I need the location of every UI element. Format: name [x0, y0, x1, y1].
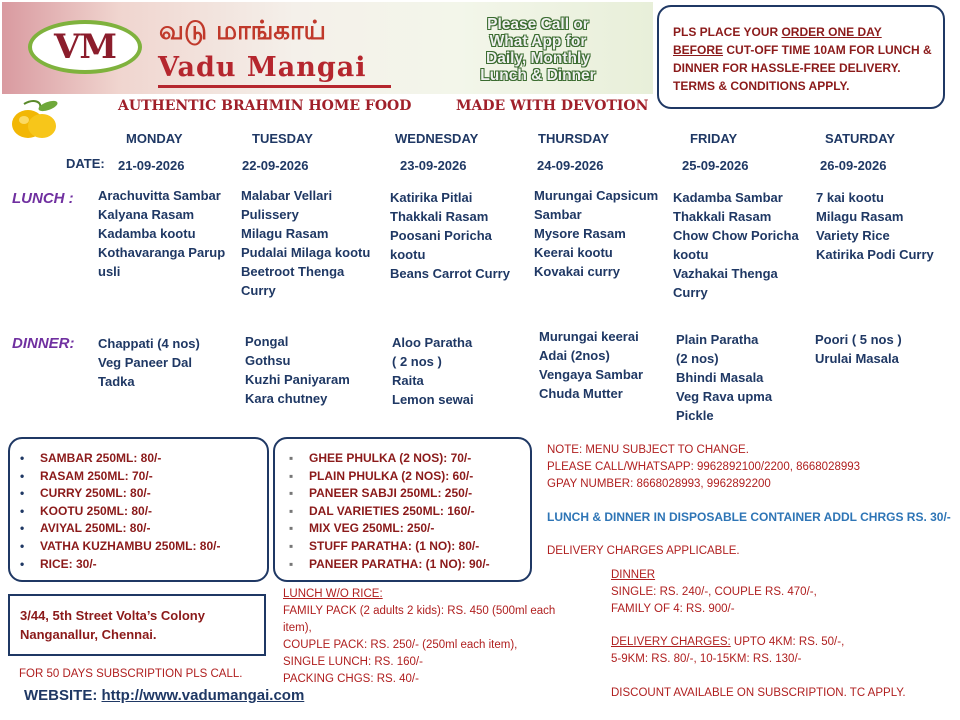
- price-text: VATHA KUZHAMBU 250ML: 80/-: [40, 538, 221, 553]
- menu-item: Kadamba kootu: [98, 226, 196, 241]
- bullet-icon: •: [20, 468, 25, 483]
- date-monday: 21-09-2026: [118, 158, 185, 173]
- dinner-tuesday: [245, 332, 385, 408]
- pricing-line: SINGLE LUNCH: RS. 160/-: [283, 656, 423, 668]
- tamil-brand-name: வடு மாங்காய்: [159, 16, 326, 46]
- delivery-line: 5-9KM: RS. 80/-, 10-15KM: RS. 130/-: [611, 653, 802, 665]
- website-link[interactable]: http://www.vadumangai.com: [101, 687, 305, 704]
- bullet-icon: •: [20, 538, 25, 553]
- menu-item: Kadamba Sambar: [673, 190, 783, 205]
- notice-prefix: PLS PLACE YOUR: [673, 25, 782, 39]
- notes: [547, 442, 860, 493]
- menu-item: Malabar Vellari: [241, 188, 333, 203]
- menu-item: Poori ( 5 nos ): [815, 332, 902, 347]
- notice-highlight: ORDER ONE DAY BEFORE: [673, 25, 882, 57]
- header-banner: [2, 2, 653, 94]
- container-note: LUNCH & DINNER IN DISPOSABLE CONTAINER ADDL CHRGS RS. 30/-: [547, 510, 951, 524]
- logo-text: VM: [53, 27, 116, 67]
- price-item: [20, 450, 259, 468]
- pricing-line: SINGLE: RS. 240/-, COUPLE RS. 470/-,: [611, 586, 817, 598]
- menu-item: Chow Chow Poricha: [673, 228, 799, 243]
- menu-item: Variety Rice: [816, 228, 890, 243]
- menu-item: Sambar: [534, 207, 582, 222]
- price-item: [289, 538, 522, 556]
- call-message: [458, 16, 618, 84]
- menu-item: Lemon sewai: [392, 392, 474, 407]
- dinner-pricing-title: DINNER: [611, 569, 656, 581]
- pricing-line: FAMILY OF 4: RS. 900/-: [611, 603, 735, 615]
- menu-item: Pongal: [245, 334, 289, 349]
- day-header-tuesday: TUESDAY: [252, 131, 313, 146]
- menu-item: Raita: [392, 373, 424, 388]
- lunch-wednesday: [390, 188, 530, 283]
- brand-underline: [158, 85, 391, 88]
- dinner-pricing: [611, 567, 817, 618]
- menu-item: Milagu Rasam: [816, 209, 904, 224]
- address-line: Nanganallur, Chennai.: [20, 627, 157, 642]
- website: [24, 687, 304, 704]
- menu-item: kootu: [390, 247, 426, 262]
- menu-item: ( 2 nos ): [392, 354, 442, 369]
- menu-item: Milagu Rasam: [241, 226, 329, 241]
- date-tuesday: 22-09-2026: [242, 158, 309, 173]
- menu-item: Beans Carrot Curry: [390, 266, 510, 281]
- menu-item: usli: [98, 264, 121, 279]
- lunch-pricing: [283, 586, 555, 688]
- price-text: STUFF PARATHA: (1 NO): 80/-: [309, 538, 480, 553]
- dinner-wednesday: [392, 333, 532, 409]
- menu-item: Chuda Mutter: [539, 386, 623, 401]
- website-label: WEBSITE:: [24, 687, 102, 704]
- price-text: PANEER PARATHA: (1 NO): 90/-: [309, 556, 490, 571]
- menu-item: Beetroot Thenga: [241, 264, 345, 279]
- price-item: [20, 485, 259, 503]
- menu-item: Kothavaranga Parup: [98, 245, 226, 260]
- day-header-thursday: THURSDAY: [538, 131, 610, 146]
- menu-item: Aloo Paratha: [392, 335, 473, 350]
- price-text: AVIYAL 250ML: 80/-: [40, 521, 151, 536]
- price-text: RICE: 30/-: [40, 556, 97, 571]
- lunch-friday: [673, 188, 813, 302]
- menu-item: Kovakai curry: [534, 264, 620, 279]
- side-dish-price-box: [8, 437, 269, 582]
- lunch-pricing-title: LUNCH W/O RICE:: [283, 588, 383, 600]
- price-text: KOOTU 250ML: 80/-: [40, 503, 153, 518]
- date-thursday: 24-09-2026: [537, 158, 604, 173]
- pricing-line: COUPLE PACK: RS. 250/- (250ml each item),: [283, 639, 518, 651]
- price-item: [20, 538, 259, 556]
- note-line: NOTE: MENU SUBJECT TO CHANGE.: [547, 444, 749, 456]
- price-text: CURRY 250ML: 80/-: [40, 486, 151, 501]
- price-item: [289, 520, 522, 538]
- square-bullet-icon: ▪: [289, 451, 294, 465]
- menu-item: Veg Rava upma: [676, 389, 773, 404]
- dinner-friday: [676, 330, 811, 425]
- mango-icon: [4, 96, 64, 142]
- price-text: PLAIN PHULKA (2 NOS): 60/-: [309, 468, 474, 483]
- menu-item: Thakkali Rasam: [390, 209, 489, 224]
- lunch-label: LUNCH :: [12, 190, 74, 207]
- day-header-monday: MONDAY: [126, 131, 183, 146]
- menu-item: Murungai Capsicum: [534, 188, 659, 203]
- square-bullet-icon: ▪: [289, 538, 294, 553]
- square-bullet-icon: ▪: [289, 486, 294, 501]
- notice-text: CUT-OFF TIME 10AM FOR LUNCH & DINNER FOR HASSLE-FREE DELIVERY. TERMS & CONDITIONS APPLY.: [673, 43, 932, 93]
- lunch-thursday: [534, 186, 669, 281]
- bullet-icon: •: [20, 556, 25, 571]
- square-bullet-icon: ▪: [289, 468, 294, 483]
- day-header-saturday: SATURDAY: [825, 131, 896, 146]
- menu-item: Thakkali Rasam: [673, 209, 772, 224]
- call-line: Daily, Monthly: [486, 50, 590, 67]
- square-bullet-icon: ▪: [289, 503, 294, 518]
- dinner-saturday: [815, 330, 955, 368]
- price-item: [289, 556, 522, 574]
- price-text: SAMBAR 250ML: 80/-: [40, 451, 162, 465]
- menu-item: 7 kai kootu: [816, 190, 884, 205]
- bread-price-list: [289, 450, 522, 573]
- menu-item: Plain Paratha: [676, 332, 759, 347]
- price-text: DAL VARIETIES 250ML: 160/-: [309, 503, 475, 518]
- menu-item: Katirika Pitlai: [390, 190, 473, 205]
- price-text: GHEE PHULKA (2 NOS): 70/-: [309, 451, 472, 465]
- logo: [28, 20, 142, 74]
- delivery-line: [611, 634, 844, 651]
- call-line: What App for: [489, 33, 587, 50]
- order-notice: [657, 5, 945, 109]
- call-line: Please Call or: [487, 16, 589, 33]
- date-wednesday: 23-09-2026: [400, 158, 467, 173]
- menu-item: Urulai Masala: [815, 351, 899, 366]
- menu-item: Gothsu: [245, 353, 291, 368]
- menu-item: (2 nos): [676, 351, 719, 366]
- menu-item: Tadka: [98, 374, 135, 389]
- square-bullet-icon: ▪: [289, 521, 294, 536]
- bread-price-box: [273, 437, 532, 582]
- date-label: DATE:: [66, 156, 105, 171]
- delivery-charges: [611, 634, 844, 668]
- address-box: [8, 594, 266, 656]
- price-text: MIX VEG 250ML: 250/-: [309, 521, 435, 536]
- date-saturday: 26-09-2026: [820, 158, 887, 173]
- menu-item: Veg Paneer Dal: [98, 355, 192, 370]
- dinner-label: DINNER:: [12, 335, 75, 352]
- dinner-thursday: [539, 327, 674, 403]
- day-header-wednesday: WEDNESDAY: [395, 131, 479, 146]
- tagline-right: MADE WITH DEVOTION: [456, 98, 649, 114]
- delivery-text: UPTO 4KM: RS. 50/-,: [730, 636, 845, 648]
- pricing-line: PACKING CHGS: RS. 40/-: [283, 673, 419, 685]
- menu-item: Murungai keerai: [539, 329, 639, 344]
- brand-name: Vadu Mangai: [158, 52, 367, 83]
- menu-item: kootu: [673, 247, 709, 262]
- tagline-left: AUTHENTIC BRAHMIN HOME FOOD: [118, 98, 412, 114]
- lunch-saturday: [816, 188, 956, 264]
- square-bullet-icon: ▪: [289, 556, 294, 571]
- side-dish-price-list: [20, 450, 259, 573]
- menu-item: Kara chutney: [245, 391, 328, 406]
- lunch-monday: [98, 186, 238, 281]
- menu-item: Curry: [241, 283, 276, 298]
- price-item: [289, 503, 522, 521]
- menu-item: Pulissery: [241, 207, 299, 222]
- price-item: [289, 450, 522, 468]
- note-line: GPAY NUMBER: 8668028993, 9962892200: [547, 478, 771, 490]
- pricing-line: FAMILY PACK (2 adults 2 kids): RS. 450 (500ml each: [283, 605, 556, 617]
- menu-item: Katirika Podi Curry: [816, 247, 934, 262]
- day-header-friday: FRIDAY: [690, 131, 738, 146]
- price-item: [289, 468, 522, 486]
- price-item: [20, 556, 259, 574]
- address-line: 3/44, 5th Street Volta’s Colony: [20, 608, 205, 623]
- delivery-note: DELIVERY CHARGES APPLICABLE.: [547, 545, 740, 557]
- bullet-icon: •: [20, 486, 25, 501]
- price-item: [20, 520, 259, 538]
- bullet-icon: •: [20, 521, 25, 536]
- subscription-note: FOR 50 DAYS SUBSCRIPTION PLS CALL.: [19, 668, 243, 680]
- discount-note: DISCOUNT AVAILABLE ON SUBSCRIPTION. TC APPLY.: [611, 687, 906, 699]
- price-text: RASAM 250ML: 70/-: [40, 468, 153, 483]
- price-item: [20, 503, 259, 521]
- date-friday: 25-09-2026: [682, 158, 749, 173]
- dinner-monday: [98, 334, 238, 391]
- price-item: [20, 468, 259, 486]
- menu-item: Arachuvitta Sambar: [98, 188, 221, 203]
- call-line: Lunch & Dinner: [480, 67, 596, 84]
- price-text: PANEER SABJI 250ML: 250/-: [309, 486, 473, 501]
- menu-item: Kalyana Rasam: [98, 207, 195, 222]
- delivery-charges-title: DELIVERY CHARGES:: [611, 636, 731, 648]
- menu-item: Pudalai Milaga kootu: [241, 245, 371, 260]
- menu-item: Adai (2nos): [539, 348, 610, 363]
- menu-item: Curry: [673, 285, 708, 300]
- menu-item: Poosani Poricha: [390, 228, 492, 243]
- lunch-tuesday: [241, 186, 386, 300]
- menu-item: Vengaya Sambar: [539, 367, 644, 382]
- note-line: PLEASE CALL/WHATSAPP: 9962892100/2200, 8668028993: [547, 461, 861, 473]
- menu-item: Pickle: [676, 408, 714, 423]
- pricing-line: item),: [283, 622, 312, 634]
- menu-item: Bhindi Masala: [676, 370, 764, 385]
- bullet-icon: •: [20, 451, 25, 465]
- menu-item: Vazhakai Thenga: [673, 266, 778, 281]
- price-item: [289, 485, 522, 503]
- menu-item: Mysore Rasam: [534, 226, 626, 241]
- menu-item: Chappati (4 nos): [98, 336, 200, 351]
- menu-item: Kuzhi Paniyaram: [245, 372, 350, 387]
- menu-item: Keerai kootu: [534, 245, 613, 260]
- bullet-icon: •: [20, 503, 25, 518]
